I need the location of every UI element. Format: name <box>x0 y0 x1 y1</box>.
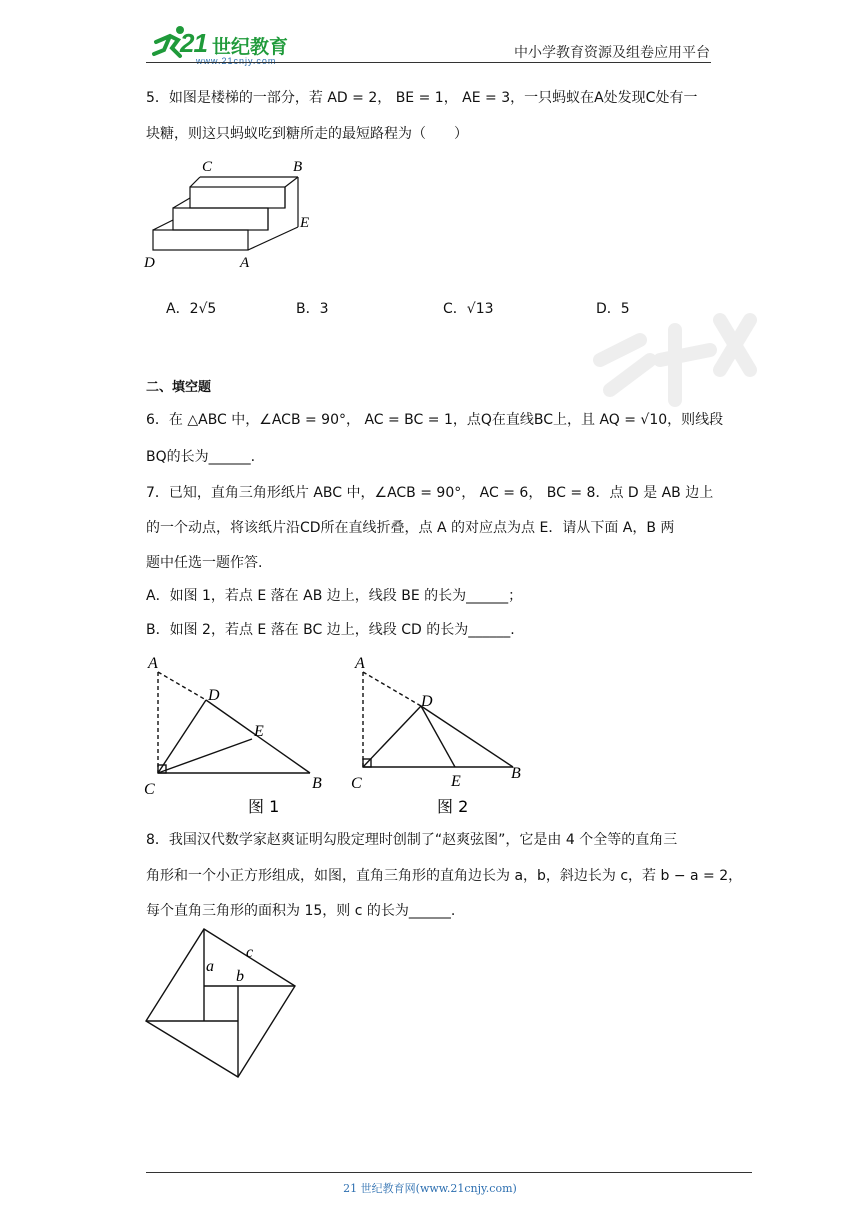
figure-1 <box>140 648 330 818</box>
fig2-caption: 图 2 <box>437 797 469 816</box>
footer-rule <box>146 1172 752 1173</box>
option-value: 5 <box>620 301 630 317</box>
stairs-figure <box>140 155 320 275</box>
stairs-label-A: A <box>240 255 250 271</box>
stairs-label-B: B <box>293 159 303 175</box>
fig2-label-A: A <box>355 655 365 672</box>
logo-brand-text: 世纪教育 <box>212 36 289 58</box>
logo-url-text: www.21cnjy.com <box>196 56 277 66</box>
stairs-label-E: E <box>300 215 310 231</box>
zhaoshuang-figure <box>140 925 310 1085</box>
option-label: A． <box>166 301 190 317</box>
zhaoshuang-label-a: a <box>206 958 214 975</box>
watermark-icon <box>580 300 760 420</box>
option-value: 2√5 <box>189 301 217 317</box>
option-value: √13 <box>466 301 494 317</box>
header-rule <box>146 62 711 63</box>
fig2-label-B: B <box>511 765 521 782</box>
zhaoshuang-label-b: b <box>236 968 244 985</box>
q8-line3: 每个直角三角形的面积为 15，则 c 的长为______. <box>146 903 456 919</box>
fig2-label-C: C <box>351 775 362 792</box>
fig1-label-D: D <box>208 687 220 704</box>
option-value: 3 <box>319 301 329 317</box>
q7-line2: 的一个动点，将该纸片沿CD所在直线折叠，点 A 的对应点为点 E．请从下面 A，B 两 <box>146 520 675 536</box>
fig1-label-C: C <box>144 781 155 798</box>
fig1-label-B: B <box>312 775 322 792</box>
option-label: B． <box>296 301 320 317</box>
q5-option-c[interactable] <box>443 298 494 318</box>
q7-line3: 题中任选一题作答. <box>146 555 263 571</box>
option-label: C． <box>443 301 467 317</box>
fig1-label-E: E <box>254 723 264 740</box>
q8-line1: 8．我国汉代数学家赵爽证明勾股定理时创制了“赵爽弦图”，它是由 4 个全等的直角三 <box>146 832 678 848</box>
q5-option-b[interactable] <box>296 298 329 318</box>
q7-line1: 7．已知，直角三角形纸片 ABC 中，∠ACB = 90°， AC = 6， BC = 8．点 D 是 AB 边上 <box>146 485 714 501</box>
q7-line-a: A．如图 1，若点 E 落在 AB 边上，线段 BE 的长为______； <box>146 588 523 604</box>
platform-title: 中小学教育资源及组卷应用平台 <box>514 45 710 61</box>
q6-line1: 6．在 △ABC 中，∠ACB = 90°， AC = BC = 1，点Q在直线BC上，且 AQ = √10，则线段 <box>146 412 724 428</box>
q5-line1: 5．如图是楼梯的一部分，若 AD = 2， BE = 1， AE = 3，一只蚂蚁在A处发现C处有一 <box>146 90 698 106</box>
q5-option-a[interactable] <box>166 298 216 318</box>
q7-line-b: B．如图 2，若点 E 落在 BC 边上，线段 CD 的长为______. <box>146 622 515 638</box>
fig1-caption: 图 1 <box>248 797 280 816</box>
footer-text[interactable]: 21 世纪教育网(www.21cnjy.com) <box>343 1182 517 1195</box>
fig1-label-A: A <box>148 655 158 672</box>
logo-21-text: 21 <box>180 28 207 58</box>
stairs-label-C: C <box>202 159 213 175</box>
option-label: D． <box>596 301 621 317</box>
stairs-label-D: D <box>144 255 155 271</box>
zhaoshuang-label-c: c <box>246 944 254 961</box>
q5-line2: 块糖，则这只蚂蚁吃到糖所走的最短路程为（ ） <box>146 126 468 142</box>
section-title: 二、填空题 <box>146 380 212 395</box>
q6-line2: BQ的长为______. <box>146 449 256 465</box>
q8-line2: 角形和一个小正方形组成，如图，直角三角形的直角边长为 a，b，斜边长为 c，若 b − a = 2， <box>146 868 743 884</box>
fig2-label-E: E <box>451 773 461 790</box>
fig2-label-D: D <box>421 693 433 710</box>
figure-2 <box>345 648 535 818</box>
